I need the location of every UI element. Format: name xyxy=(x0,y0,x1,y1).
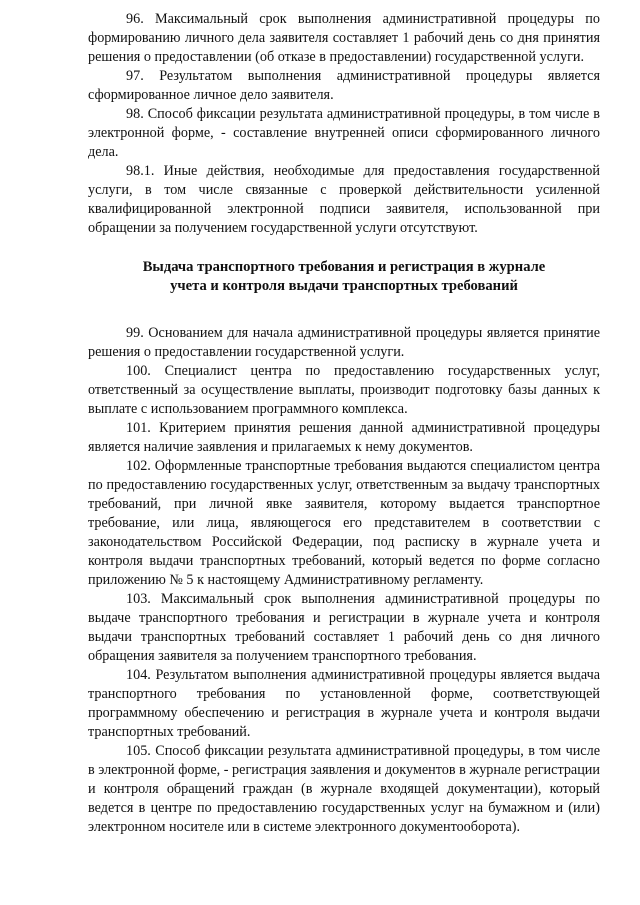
paragraph-98: 98. Способ фиксации результата административной процедуры, в том числе в электронной форме, - составление внутренней описи сформированного личного дела. xyxy=(88,106,600,160)
paragraph-101: 101. Критерием принятия решения данной административной процедуры является наличие заявления и прилагаемых к нему документов. xyxy=(88,420,600,455)
paragraph-96: 96. Максимальный срок выполнения административной процедуры по формированию личного дела заявителя составляет 1 рабочий день со дня принятия решения о предоставлении (об отказе в предоставлении) государственной услуги. xyxy=(88,11,600,65)
section-heading-line2: учета и контроля выдачи транспортных требований xyxy=(170,278,518,294)
paragraph-97: 97. Результатом выполнения административной процедуры является сформированное личное дело заявителя. xyxy=(88,68,600,103)
paragraph-102: 102. Оформленные транспортные требования выдаются специалистом центра по предоставлению государственных услуг, ответственным за выдачу транспортных требований, при личной явке заявителя, которому выдается транспортное требование, или лица, являющегося его представителем в соответствии с законодательством Российской Федерации, под расписку в журнале учета и контроля выдачи транспортных требований, который ведется по форме согласно приложению № 5 к настоящему Административному регламенту. xyxy=(88,458,600,588)
paragraph-99: 99. Основанием для начала административной процедуры является принятие решения о предоставлении государственной услуги. xyxy=(88,325,600,360)
paragraph-98-1: 98.1. Иные действия, необходимые для предоставления государственной услуги, в том числе связанные с проверкой действительности усиленной квалифицированной электронной подписи заявителя, использованной при обращении за получением государственной услуги отсутствуют. xyxy=(88,163,600,236)
paragraph-104: 104. Результатом выполнения административной процедуры является выдача транспортного требования по установленной форме, соответствующей программному обеспечению и регистрация в журнале учета и контроля выдачи транспортных требований. xyxy=(88,667,600,740)
paragraph-100: 100. Специалист центра по предоставлению государственных услуг, ответственный за осуществление выплаты, производит подготовку базы данных к выплате с использованием программного комплекса. xyxy=(88,363,600,417)
section-heading-line1: Выдача транспортного требования и регистрация в журнале xyxy=(142,259,546,275)
section-heading xyxy=(88,258,600,296)
paragraph-103: 103. Максимальный срок выполнения административной процедуры по выдаче транспортного требования и регистрации в журнале учета и контроля выдачи транспортных требований составляет 1 рабочий день со дня личного обращения заявителя за получением транспортного требования. xyxy=(88,591,600,664)
paragraph-105: 105. Способ фиксации результата административной процедуры, в том числе в электронной форме, - регистрация заявления и документов в журнале регистрации и контроля обращений граждан (в журнале входящей документации), который ведется в центре по предоставлению государственных услуг на бумажном и (или) электронном носителе или в системе электронного документооборота). xyxy=(88,743,600,835)
